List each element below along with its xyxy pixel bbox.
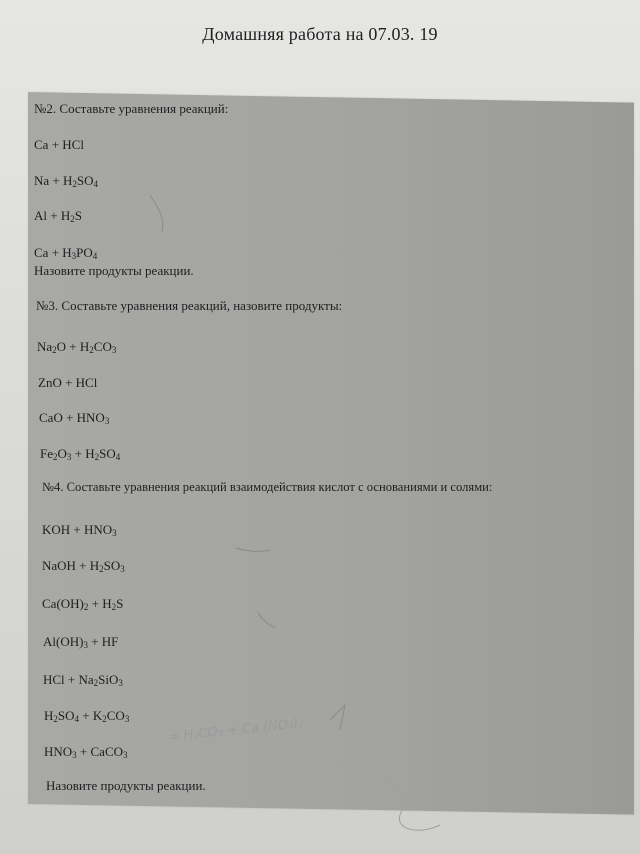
task4-equation-6: $H_2SO_4 + K_2CO_3$ [44,708,130,724]
task3-equation-4: $Fe_2O_3 + H_2SO_4$ [40,446,121,462]
task4-heading: №4. Составьте уравнения реакций взаимодействия кислот с основаниями и солями: [42,480,493,494]
handwritten-answer: = H₂CO₃ + Ca (NO₃)₂ [168,715,305,745]
task2-heading: №2. Составьте уравнения реакций: [34,101,229,116]
pencil-mark-4 [330,705,345,730]
pencil-mark-1 [150,195,163,232]
task2-equation-4: $Ca + H_3PO_4$ [34,245,98,261]
task2-footer: Назовите продукты реакции. [34,263,194,278]
task4-equation-5: HCl + $Na_2SiO_3$ [43,672,123,688]
task4-equation-4: $Al(OH)_3$ + HF [43,634,119,650]
task4-equation-2: NaOH + $H_2SO_3$ [42,558,125,574]
task2-equation-2: $Na + H_2SO_4$ [34,173,99,189]
task4-equation-3: $Ca(OH)_2 + H_2S$ [42,596,124,612]
task3-equation-1: $Na_2O + H_2CO_3$ [37,339,117,355]
task3-equation-3: CaO + $HNO_3$ [39,410,110,426]
task4-equation-1: KOH + $HNO_3$ [42,522,117,538]
pencil-mark-3 [258,612,276,628]
task3-heading: №3. Составьте уравнения реакций, назовите продукты: [36,298,343,313]
task2-equation-3: $Al + H_2S$ [34,208,82,224]
pencil-mark-2 [236,548,270,551]
task4-equation-7: $HNO_3$ + CaCO$_3$ [44,744,128,760]
task4-footer: Назовите продукты реакции. [46,778,206,793]
task2-equation-1: Ca + HCl [34,137,84,152]
pencil-mark-5 [372,782,440,830]
page-title: Домашняя работа на 07.03. 19 [202,24,438,44]
task3-equation-2: ZnO + HCl [38,375,98,390]
